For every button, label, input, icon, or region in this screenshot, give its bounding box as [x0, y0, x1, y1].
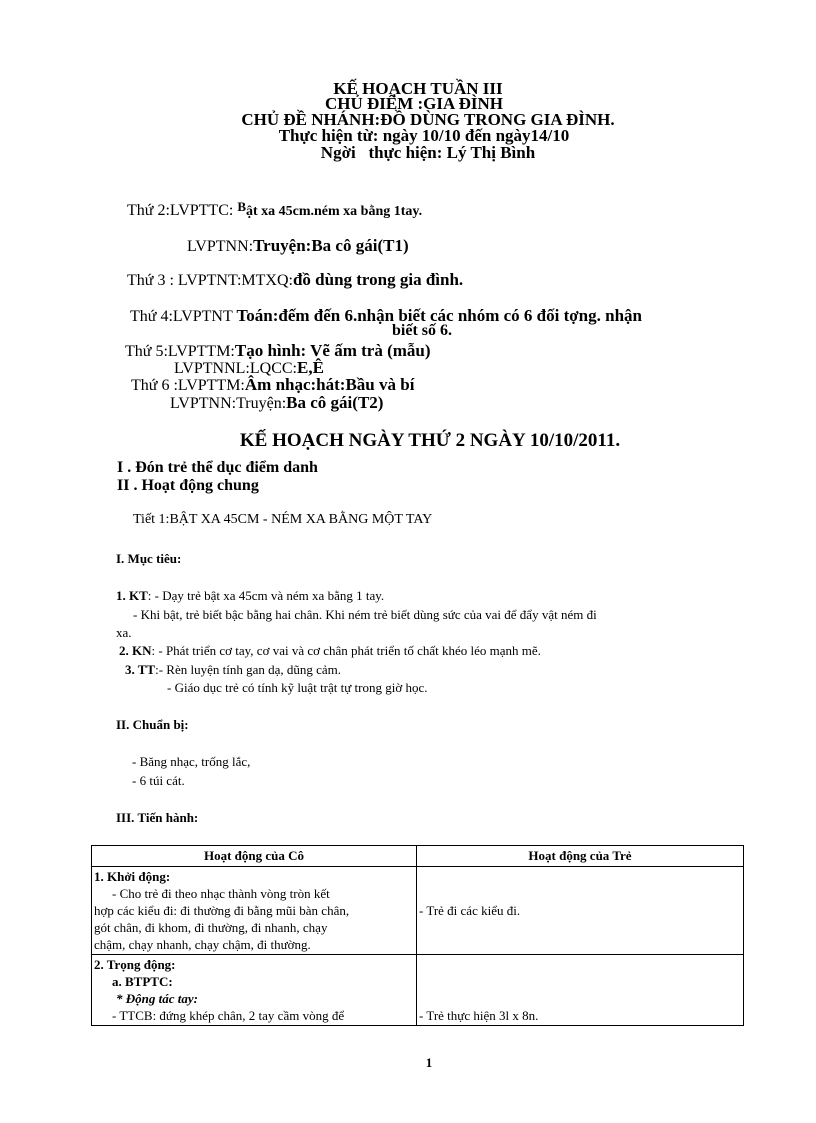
kt-line [116, 588, 384, 604]
thu5-prefix: Thứ 5:LVPTTM: [125, 343, 235, 360]
tt-text: :- Rèn luyện tính gan dạ, dũng cảm. [155, 662, 342, 677]
thu6-prefix: Thứ 6 :LVPTTM: [131, 377, 245, 394]
theme-title: CHỦ ĐIỂM :GIA ĐÌNH [324, 94, 504, 113]
lesson-title: Tiết 1:BẬT XA 45CM - NÉM XA BẰNG MỘT TAY [133, 512, 433, 527]
kt-label: 1. KT [116, 588, 148, 603]
warmup-line-1: - Cho trẻ đi theo nhạc thành vòng tròn kết [112, 886, 330, 901]
schedule-lvptnn-1 [187, 236, 409, 256]
lvptnn2-text: Ba cô gái(T2) [286, 393, 384, 412]
schedule-lvptnn-2 [170, 393, 383, 413]
performer-label: Ngời [320, 143, 356, 162]
schedule-thu3 [127, 270, 463, 290]
thu2-b: B [237, 199, 246, 214]
thu5-text: Tạo hình: Vẽ ấm trà (mẫu) [234, 341, 431, 360]
teacher-warmup-cell [92, 867, 417, 955]
table-header-row [92, 846, 744, 867]
table-row [92, 955, 744, 1026]
sub-theme-title: CHỦ ĐỀ NHÁNH:ĐỒ DÙNG TRONG GIA ĐÌNH. [241, 110, 615, 129]
week-plan-title: KẾ HOẠCH TUẦN III [333, 79, 503, 98]
lvptnn1-prefix: LVPTNN: [187, 238, 254, 255]
performer-name: thực hiện: Lý Thị Bình [368, 143, 536, 162]
schedule-thu4-cont: biết số 6. [392, 322, 452, 339]
date-range: Thực hiện từ: ngày 10/10 đến ngày14/10 [278, 126, 570, 145]
kt-line-3: xa. [116, 625, 132, 640]
main-sub-heading: a. BTPTC: [112, 974, 173, 989]
procedure-heading: III. Tiến hành: [116, 810, 199, 825]
arm-exercise-heading: * Động tác tay: [116, 991, 198, 1006]
objectives-heading: I. Mục tiêu: [116, 551, 182, 566]
warmup-line-3: gót chân, đi khom, đi thường, đi nhanh, chạy [94, 920, 328, 935]
table-row [92, 867, 744, 955]
performer-line [20, 143, 816, 162]
preparation-heading: II. Chuẩn bị: [116, 717, 189, 732]
schedule-thu4 [130, 306, 642, 326]
thu2-text: ật xa 45cm.ném xa bằng 1tay. [245, 204, 423, 219]
child-warmup-cell [417, 867, 744, 955]
warmup-line-4: chậm, chạy nhanh, chạy chậm, đi thường. [94, 937, 311, 952]
thu6-text: Âm nhạc:hát:Bầu và bí [244, 375, 415, 394]
warmup-line-2: hợp các kiểu đi: đi thường đi bằng mũi bàn chân, [94, 903, 350, 918]
section-2: II . Hoạt động chung [117, 477, 259, 494]
thu2-prefix: Thứ 2:LVPTTC: [127, 202, 238, 219]
section-1: I . Đón trẻ thể dục điểm danh [117, 459, 318, 476]
col-teacher-header: Hoạt động của Cô [92, 846, 417, 867]
kt-line-2: - Khi bật, trẻ biết bậc bằng hai chân. Khi ném trẻ biết dùng sức của vai để đẩy vật ném đi [133, 607, 597, 622]
kn-line [119, 643, 541, 659]
thu3-prefix: Thứ 3 : LVPTNT:MTXQ: [127, 272, 293, 289]
schedule-thu6 [131, 375, 414, 395]
prep-item-1: - Băng nhạc, trống lắc, [132, 754, 251, 769]
lvptnn2-prefix: LVPTNN:Truyện: [170, 395, 287, 412]
kt-text: : - Dạy trẻ bật xa 45cm và ném xa bằng 1 tay. [147, 588, 385, 603]
prep-item-2: - 6 túi cát. [132, 773, 185, 788]
lvptnnl-prefix: LVPTNNL:LQCC: [174, 360, 297, 377]
thu4-prefix: Thứ 4:LVPTNT [130, 308, 237, 325]
tt-line [125, 662, 341, 678]
schedule-thu2 [127, 199, 423, 220]
lvptnnl-text: E,Ê [296, 358, 324, 377]
lvptnn1-text: Truyện:Ba cô gái(T1) [253, 236, 409, 255]
kn-text: : - Phát triển cơ tay, cơ vai và cơ chân phát triển tố chất khéo léo mạnh mẽ. [151, 643, 541, 658]
kn-label: 2. KN [119, 643, 152, 658]
child-main-cell [417, 955, 744, 1026]
child-main-text: - Trẻ thực hiện 3l x 8n. [419, 1008, 539, 1023]
thu4-text: Toán:đếm đến 6.nhận biết các nhóm có 6 đối tợng. nhận [236, 306, 643, 325]
teacher-main-cell [92, 955, 417, 1026]
warmup-heading: 1. Khởi động: [94, 869, 171, 884]
daily-plan-title: KẾ HOẠCH NGÀY THỨ 2 NGÀY 10/10/2011. [239, 430, 621, 451]
main-heading: 2. Trọng động: [94, 957, 176, 972]
col-child-header: Hoạt động của Trẻ [417, 846, 744, 867]
page-number: 1 [425, 1055, 433, 1070]
activities-table [91, 845, 744, 1026]
tt-line-2: - Giáo dục trẻ có tính kỹ luật trật tự trong giờ học. [167, 680, 428, 695]
tt-label: 3. TT [125, 662, 156, 677]
child-warmup-text: - Trẻ đi các kiểu đi. [419, 903, 521, 918]
main-line-1: - TTCB: đứng khép chân, 2 tay cầm vòng để [112, 1008, 345, 1023]
thu3-text: đồ dùng trong gia đình. [292, 270, 464, 289]
